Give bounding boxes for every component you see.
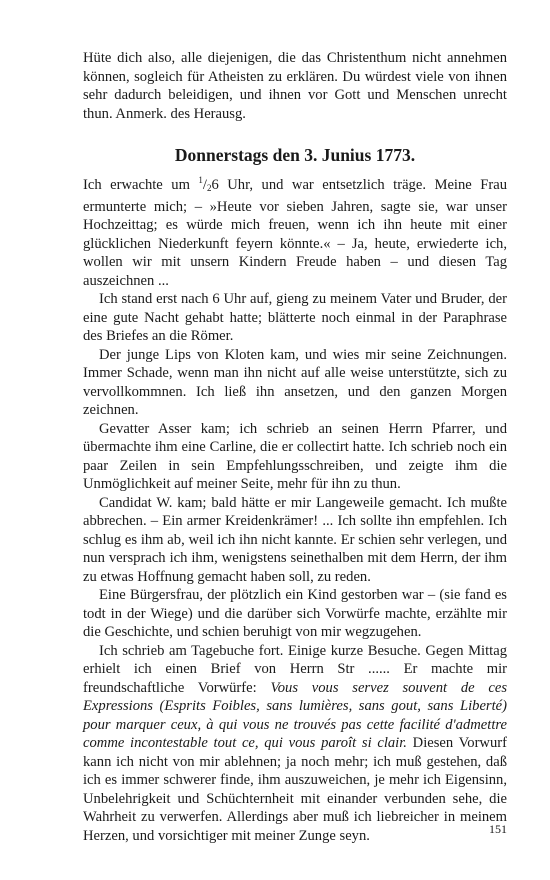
- paragraph-6: Eine Bürgersfrau, der plötzlich ein Kind gestorben war – (sie fand es todt in der Wiege) und die darüber sich Vorwürfe machte, erzählte mir die Geschichte, und schien beruhigt von mir wegzugehen.: [83, 587, 507, 640]
- paragraph-5: Candidat W. kam; bald hätte er mir Langeweile gemacht. Ich mußte abbrechen. – Ein armer Kreidenkrämer! ... Ich sollte ihn empfehlen. Ich schlug es ihm ab, weil ich ihn nicht kannte. Er schien sehr verlegen, und nun versprach ich ihm, wenigstens seinethalben mit dem Herrn, der ihm zu etwas Hoffnung gemacht haben soll, zu reden.: [83, 494, 507, 585]
- entry-body: [83, 171, 507, 845]
- paragraph-7-start: Ich schrieb am Tagebuche fort. Einige kurze Besuche. Gegen Mittag erhielt ich einen Brief von Herrn Str ...... Er machte mir freundschaftliche Vorwürfe:: [83, 642, 507, 696]
- french-quotation: Vous vous servez souvent de ces Expressions (Esprits Foibles, sans lumières, sans gout, sans Liberté) pour marquer ceux, à qui vous ne trouvés pas cette facilité d'admettre comme incontestable tout ce, qui vous paroît si clair.: [83, 679, 507, 751]
- paragraph-2: Ich stand erst nach 6 Uhr auf, gieng zu meinem Vater und Bruder, der eine gute Nacht gehabt hatte; blätterte noch einmal in der Paraphrase des Briefes an die Römer.: [83, 291, 507, 344]
- fraction-half: [198, 177, 211, 193]
- page-number: 151: [489, 822, 507, 836]
- paragraph-1-rest: 6 Uhr, und war entsetzlich träge. Meine Frau ermunterte mich; – »Heute vor sieben Jahren, sagte sie, war unser Hochzeittag; es würde mich freuen, wenn ich ihn heute mit einer glücklichen Niederkunft feyern könnte.« – Ja, heute, erwiederte ich, wollen wir mit unsern Kindern Freude haben – und diesen Tag auszeichnen ...: [83, 177, 507, 289]
- editor-note-paragraph: Hüte dich also, alle diejenigen, die das Christenthum nicht annehmen können, sogleich für Atheisten zu erklären. Du würdest viele von ihnen sehr dadurch beleidigen, und ihnen vor Gott und Menschen unrecht thun. Anmerk. des Herausg.: [83, 50, 507, 122]
- paragraph-1: [83, 171, 507, 290]
- paragraph-4: Gevatter Asser kam; ich schrieb an seinen Herrn Pfarrer, und übermachte ihm eine Carline, die er collectirt hatte. Ich schrieb noch ein paar Zeilen in sein Empfehlungsschreiben, und zeigte ihm die Unmöglichkeit auf meiner Seite, mehr für ihn zu thun.: [83, 420, 507, 492]
- paragraph-7-rest: Diesen Vorwurf kann ich nicht von mir ablehnen; ja noch mehr; ich muß gestehen, daß ich es immer schwerer finde, ihm auszuweichen, je mehr ich Eigensinn, Unbelehrigkeit und Schüchternheit mit einander verbunden sehe, die Wahrheit zu verwerfen. Allerdings aber muß ich liebreicher in meinem Herzen, und vorsichtiger mit meiner Zunge seyn.: [83, 735, 507, 844]
- fraction-slash: /: [202, 177, 207, 193]
- diary-entry: [83, 144, 507, 166]
- entry-heading: Donnerstags den 3. Junius 1773.: [174, 145, 416, 165]
- paragraph-7: [83, 642, 507, 846]
- footnote-block: [83, 49, 507, 123]
- fraction-denominator: 2: [206, 183, 212, 193]
- paragraph-1-start: Ich erwachte um: [83, 177, 199, 193]
- fraction-numerator: 1: [198, 175, 203, 185]
- paragraph-3: Der junge Lips von Kloten kam, und wies mir seine Zeichnungen. Immer Schade, wenn man ihn nicht auf alle weise unterstützte, sich zu vervollkommnen. Ich ließ ihn ansetzen, und den ganzen Morgen zeichnen.: [83, 346, 507, 418]
